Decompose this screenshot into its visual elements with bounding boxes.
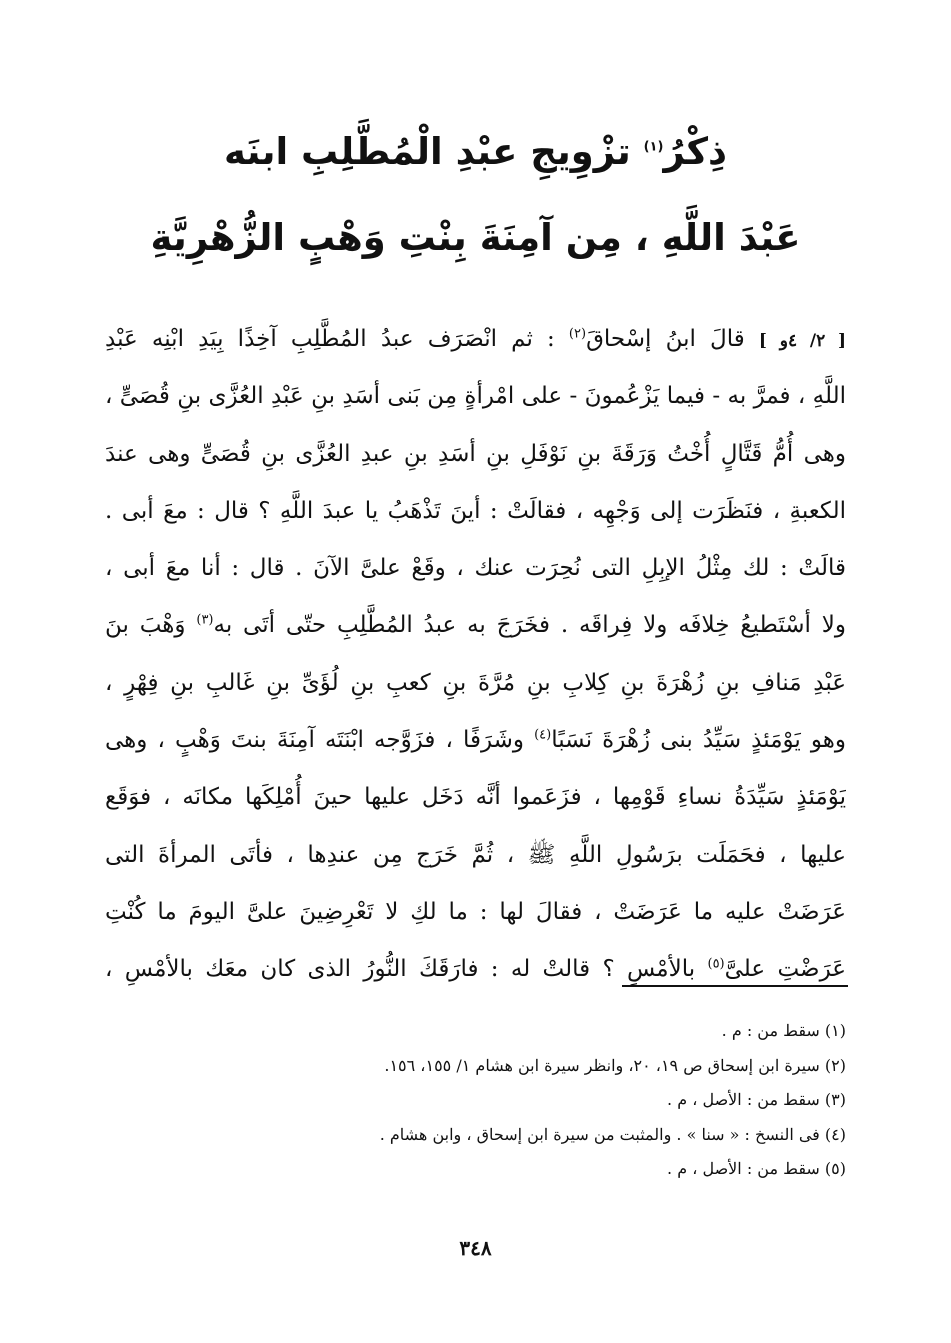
- chapter-title-line-2: عَبْدَ اللَّهِ ، مِن آمِنَةَ بِنْتِ وَهْبٍ الزُّهْرِيَّةِ: [150, 216, 801, 259]
- footnotes: [160, 1014, 846, 1187]
- text-segment: وَهْبَ بنَ: [105, 612, 197, 639]
- text-line: وهى أُمُّ قَتَّالٍ أُخْتُ وَرَقَةَ بنِ نَوْفَلِ بنِ أسَدِ بنِ عبدِ العُزَّى بنِ قُصَىٍّ وهى عندَ: [105, 440, 846, 467]
- text-line: اللَّهِ ، فمرَّ به - فيما يَزْعُمونَ - على امْرأةٍ مِن بَنى أسَدِ بنِ عَبْدِ العُزَّى بنِ قُصَىٍّ ،: [105, 383, 846, 410]
- text-line: يَوْمَئذٍ سَيِّدَةُ نساءِ قَوْمِها ، فزَعَموا أنَّه دَخَل عليها حينَ أُمْلِكَها مكانَه ، فوَقَع: [105, 784, 846, 811]
- footnote-separator: [622, 985, 848, 987]
- title-word: ذِكْرُ: [663, 130, 727, 173]
- text-segment: بالأمْسِ ؟ قالتْ له : فارَقَكَ النُّورُ الذى كان معَك بالأمْسِ ،: [105, 956, 708, 983]
- text-line: [105, 597, 846, 654]
- manuscript-reference: [ ٢/ ٤و ]: [758, 331, 846, 351]
- text-line: [105, 941, 846, 998]
- footnote: (٤) فى النسخ : « سنا » . والمثبت من سيرة ابن إسحاق ، وابن هشام .: [379, 1124, 846, 1144]
- text-segment: وشَرَفًا ، فزَوَّجه ابْنَتَه آمِنَةَ بنتَ وَهْبٍ ، وهى: [105, 727, 535, 754]
- text-line: [105, 712, 846, 769]
- text-segment: ولا أسْتَطيعُ خِلافَه ولا فِراقَه . فخَرَجَ به عبدُ المُطَّلِبِ حتّى أتَى به: [213, 612, 846, 639]
- chapter-title-line-1: [110, 124, 841, 180]
- footnote-marker: (١): [643, 139, 664, 155]
- title-rest: تزْوِيجِ عبْدِ الْمُطَّلِبِ ابنَه: [224, 130, 644, 173]
- footnote: (٣) سقط من : الأصل ، م .: [667, 1090, 846, 1109]
- footnote-marker: (٣): [196, 612, 214, 628]
- page-number: ٣٤٨: [459, 1236, 492, 1260]
- footnote-marker: (٢): [568, 326, 587, 342]
- footnote: (١) سقط من : م .: [721, 1021, 846, 1040]
- text-line: عليها ، فحَمَلَت برَسُولِ اللَّهِ ﷺ ، ثُمَّ خَرَج مِن عندِها ، فأتَى المرأةَ التى: [105, 841, 846, 868]
- footnote-marker: (٥): [707, 956, 725, 972]
- text-line: الكعبةِ ، فنَظَرَت إلى وَجْهِه ، فقالَتْ : أينَ تَذْهَبُ يا عبدَ اللَّهِ ؟ قال : معَ أبى .: [105, 497, 846, 524]
- text-line: عَبْدِ مَنافِ بنِ زُهْرَةَ بنِ كِلابِ بنِ مُرَّةَ بنِ كعبِ بنِ لُؤَىِّ بنِ غَالبِ بنِ فِهْرٍ ،: [105, 669, 846, 696]
- text-segment: : ثم انْصَرَف عبدُ المُطَّلِبِ آخِذًا بِيَدِ ابْنِه عَبْدِ: [105, 326, 569, 352]
- body-text: [105, 311, 846, 999]
- text-line: عَرَضَتْ عليه ما عَرَضَتْ ، فقالَ لها : ما لكِ لا تَعْرِضِينَ علىَّ اليومَ ما كُنْتِ: [105, 898, 846, 925]
- text-segment: عَرَضْتِ علىَّ: [724, 956, 846, 983]
- footnote: (٥) سقط من : الأصل ، م .: [667, 1159, 846, 1178]
- footnote: (٢) سيرة ابن إسحاق ص ١٩، ٢٠، وانظر سيرة ابن هشام ١/ ١٥٥، ١٥٦.: [384, 1055, 846, 1075]
- text-segment: وهو يَوْمَئذٍ سَيِّدُ بنى زُهْرَةَ نَسَبًا: [551, 727, 846, 754]
- footnote-marker: (٤): [534, 727, 552, 743]
- text-line: [105, 311, 846, 368]
- text-line: قالَتْ : لك مِثْلُ الإبِلِ التى نُحِرَت عنك ، وقَعْ علىَّ الآنَ . قال : أنا معَ أبى ،: [105, 555, 846, 582]
- text-segment: قالَ ابنُ إسْحاقَ: [586, 326, 759, 352]
